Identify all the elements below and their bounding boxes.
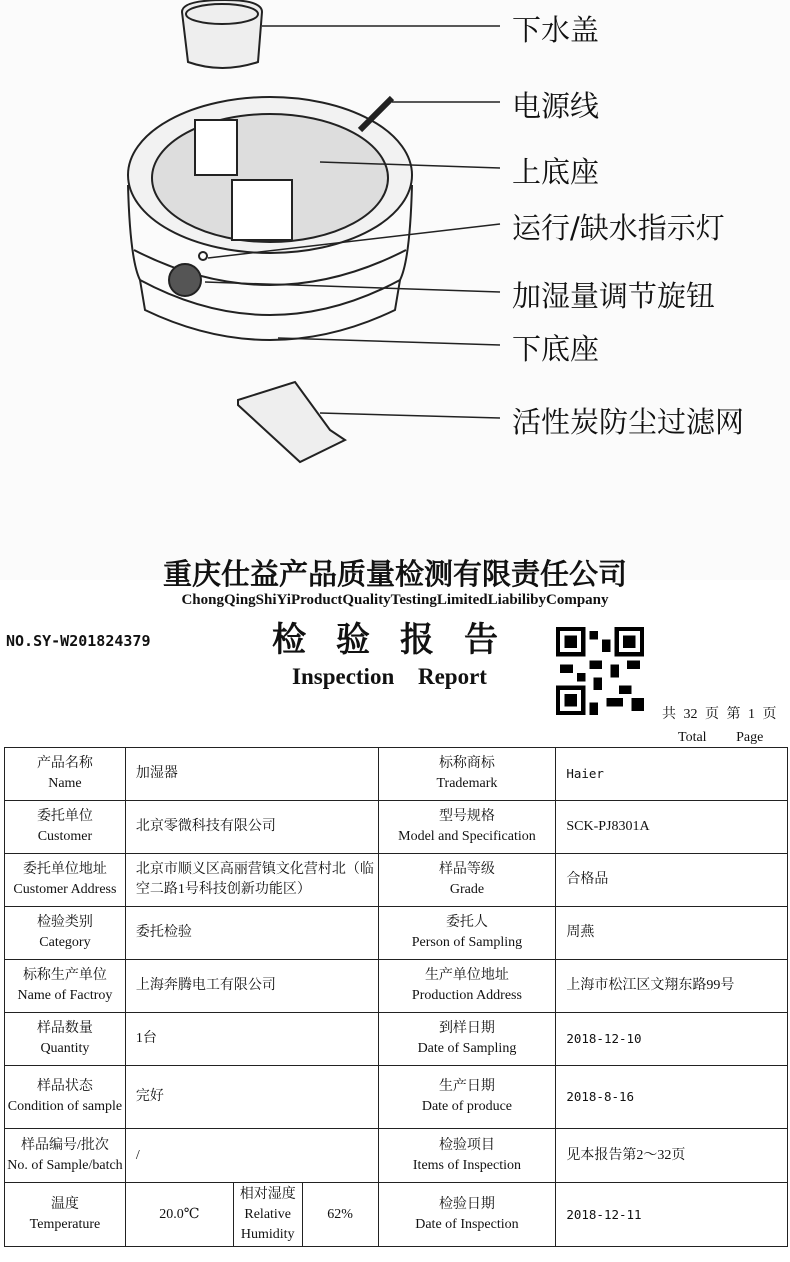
table-row: [5, 1066, 788, 1129]
label-en: Production Address: [411, 988, 522, 1003]
label-lower-base: 下底座: [512, 332, 600, 366]
humidity-value: 62%: [302, 1183, 378, 1247]
label-cn: 检验类别: [36, 915, 93, 930]
field-value: 合格品: [556, 854, 788, 907]
table-row: [5, 854, 788, 907]
label-cn: 样品状态: [36, 1079, 93, 1094]
qr-code: [556, 627, 644, 715]
field-value: 北京零微科技有限公司: [125, 801, 378, 854]
label-en: Quantity: [40, 1041, 90, 1056]
label-en: Date of produce: [421, 1099, 513, 1114]
field-value: 2018-8-16: [556, 1066, 788, 1129]
label-upper-base: 上底座: [512, 155, 600, 189]
label-cn: 委托单位地址: [22, 862, 107, 877]
label-en: Customer: [37, 829, 93, 844]
label-cn: 生产日期: [438, 1079, 495, 1094]
table-row: [5, 907, 788, 960]
field-value: 委托检验: [125, 907, 378, 960]
label-cn: 到样日期: [438, 1021, 495, 1036]
table-row: [5, 1013, 788, 1066]
label-power-cord: 电源线: [512, 89, 600, 123]
field-value: Haier: [556, 748, 788, 801]
page-count-en: Total Page: [678, 730, 764, 745]
table-row: [5, 960, 788, 1013]
label-water-cap: 下水盖: [512, 13, 600, 47]
label-en: No. of Sample/batch: [7, 1157, 123, 1173]
field-value: 北京市顺义区高丽营镇文化营村北（临空二路1号科技创新功能区）: [125, 854, 378, 907]
field-value: 完好: [125, 1066, 378, 1129]
field-value: /: [125, 1129, 378, 1183]
label-cn: 检验日期: [438, 1196, 495, 1212]
field-value: 加湿器: [125, 748, 378, 801]
label-cn: 样品数量: [36, 1021, 93, 1036]
table-row: [5, 1183, 788, 1247]
label-cn: 标称生产单位: [22, 968, 107, 983]
label-en: Customer Address: [13, 882, 117, 897]
field-value: 见本报告第2～32页: [556, 1129, 788, 1183]
report-number: NO.SY-W201824379: [6, 632, 151, 650]
label-en: Trademark: [436, 776, 498, 791]
field-value: 周燕: [556, 907, 788, 960]
label-indicator-light: 运行/缺水指示灯: [512, 211, 725, 245]
table-row: [5, 748, 788, 801]
label-en: Temperature: [29, 1216, 101, 1232]
label-en: Condition of sample: [7, 1099, 123, 1114]
report-title-cn: 检验报告: [272, 620, 528, 660]
field-value: 1台: [125, 1013, 378, 1066]
label-cn: 型号规格: [438, 809, 495, 824]
field-value: 上海奔腾电工有限公司: [125, 960, 378, 1013]
field-value: 上海市松江区文翔东路99号: [556, 960, 788, 1013]
field-value: 2018-12-10: [556, 1013, 788, 1066]
company-name-cn: 重庆仕益产品质量检测有限责任公司: [162, 557, 627, 591]
label-en: Category: [39, 935, 91, 950]
label-carbon-filter: 活性炭防尘过滤网: [512, 405, 745, 439]
label-en: Name: [48, 776, 82, 791]
report-title-en: Inspection Report: [292, 664, 487, 689]
field-value: SCK-PJ8301A: [556, 801, 788, 854]
label-cn: 标称商标: [438, 756, 495, 771]
label-en: Person of Sampling: [411, 935, 523, 950]
label-en: Model and Specification: [398, 829, 536, 844]
product-exploded-diagram: [0, 0, 790, 580]
table-row: [5, 1129, 788, 1183]
humidity-label-en: Relative Humidity: [240, 1206, 295, 1242]
label-cn: 样品等级: [438, 862, 495, 877]
label-en: Name of Factroy: [17, 988, 113, 1003]
inspection-info-table: [4, 747, 788, 1247]
label-cn: 样品编号/批次: [21, 1137, 109, 1153]
table-row: [5, 801, 788, 854]
label-en: Grade: [449, 882, 485, 897]
page-count-cn: 共 32 页 第 1 页: [662, 707, 777, 722]
label-en: Items of Inspection: [412, 1157, 521, 1173]
label-cn: 委托人: [445, 915, 488, 930]
company-name-en: ChongQingShiYiProductQualityTestingLimitedLiabilibyCompany: [181, 592, 609, 608]
label-en: Date of Sampling: [417, 1041, 517, 1056]
label-cn: 检验项目: [438, 1137, 495, 1153]
label-cn: 委托单位: [36, 809, 93, 824]
label-cn: 生产单位地址: [424, 968, 509, 983]
temperature-value: 20.0℃: [125, 1183, 233, 1247]
inspection-date-value: 2018-12-11: [556, 1183, 788, 1247]
label-en: Date of Inspection: [415, 1216, 519, 1232]
humidity-label-cn: 相对湿度: [239, 1186, 296, 1202]
label-cn: 温度: [50, 1196, 79, 1212]
label-cn: 产品名称: [36, 756, 93, 771]
label-humidity-knob: 加湿量调节旋钮: [512, 279, 716, 313]
